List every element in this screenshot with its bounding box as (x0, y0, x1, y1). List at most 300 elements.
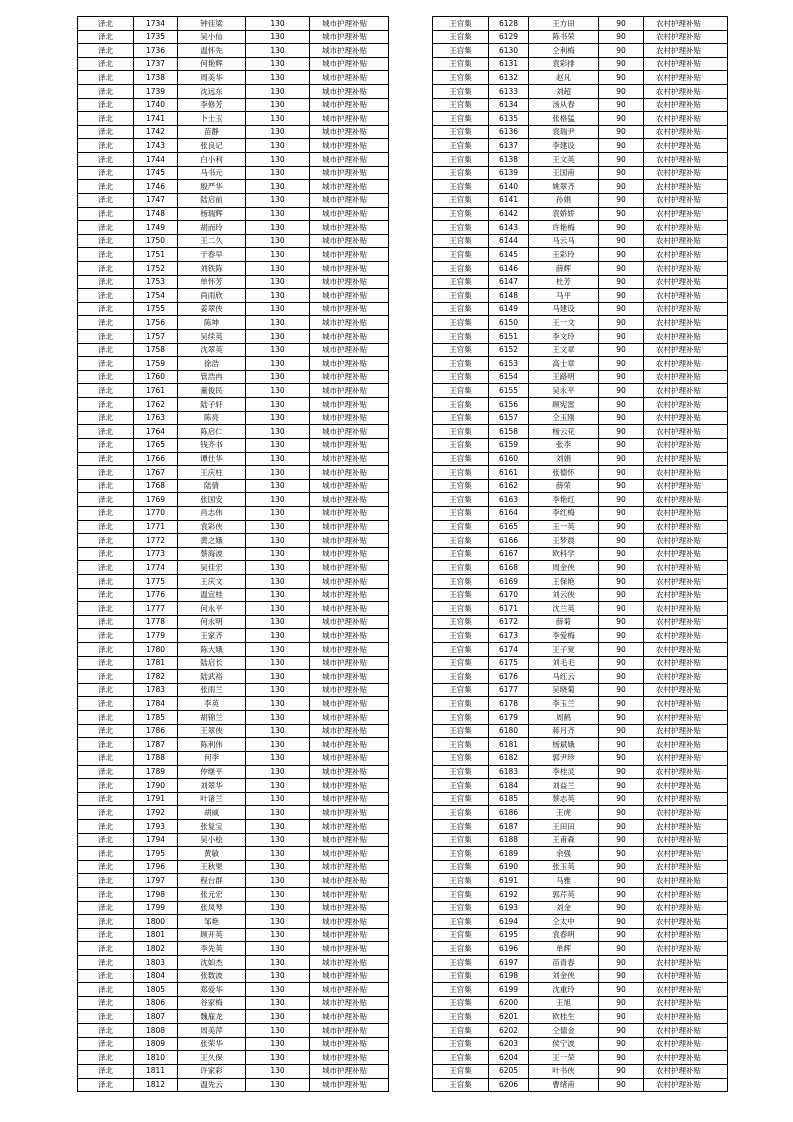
amount-cell: 90 (599, 112, 644, 126)
table-row (78, 466, 389, 480)
table-row (78, 153, 389, 167)
amount-cell: 130 (246, 384, 310, 398)
name-cell: 白小利 (178, 153, 246, 167)
town-cell: 王官集 (433, 180, 489, 194)
amount-cell: 90 (599, 765, 644, 779)
subsidy-type-cell: 农村护理补贴 (644, 330, 728, 344)
serial-cell: 6151 (489, 330, 529, 344)
amount-cell: 130 (246, 683, 310, 697)
table-row (78, 547, 389, 561)
serial-cell: 1768 (134, 479, 178, 493)
table-row (78, 452, 389, 466)
town-cell: 王官集 (433, 1010, 489, 1024)
subsidy-type-cell: 城市护理补贴 (310, 888, 389, 902)
subsidy-type-cell: 农村护理补贴 (644, 411, 728, 425)
subsidy-type-cell: 农村护理补贴 (644, 1064, 728, 1078)
amount-cell: 90 (599, 574, 644, 588)
amount-cell: 90 (599, 969, 644, 983)
amount-cell: 130 (246, 289, 310, 303)
serial-cell: 1802 (134, 942, 178, 956)
town-cell: 泽北 (78, 466, 134, 480)
amount-cell: 90 (599, 343, 644, 357)
subsidy-type-cell: 农村护理补贴 (644, 969, 728, 983)
name-cell: 王一英 (529, 520, 599, 534)
table-row (433, 479, 728, 493)
subsidy-type-cell: 城市护理补贴 (310, 751, 389, 765)
name-cell: 高士章 (529, 357, 599, 371)
table-row (78, 806, 389, 820)
town-cell: 王官集 (433, 928, 489, 942)
serial-cell: 1792 (134, 806, 178, 820)
serial-cell: 6140 (489, 180, 529, 194)
town-cell: 王官集 (433, 1051, 489, 1065)
subsidy-type-cell: 城市护理补贴 (310, 30, 389, 44)
table-row (433, 153, 728, 167)
serial-cell: 1806 (134, 996, 178, 1010)
town-cell: 泽北 (78, 398, 134, 412)
name-cell: 陈亮 (178, 411, 246, 425)
amount-cell: 130 (246, 180, 310, 194)
table-row (78, 888, 389, 902)
town-cell: 王官集 (433, 1064, 489, 1078)
subsidy-type-cell: 城市护理补贴 (310, 479, 389, 493)
town-cell: 泽北 (78, 860, 134, 874)
name-cell: 王甫森 (529, 833, 599, 847)
name-cell: 马雅 (529, 874, 599, 888)
amount-cell: 90 (599, 30, 644, 44)
subsidy-type-cell: 城市护理补贴 (310, 901, 389, 915)
subsidy-type-cell: 农村护理补贴 (644, 806, 728, 820)
serial-cell: 1778 (134, 615, 178, 629)
serial-cell: 6198 (489, 969, 529, 983)
name-cell: 陈利伟 (178, 738, 246, 752)
name-cell: 谷家梅 (178, 996, 246, 1010)
amount-cell: 90 (599, 643, 644, 657)
amount-cell: 130 (246, 153, 310, 167)
name-cell: 单怀芳 (178, 275, 246, 289)
subsidy-type-cell: 农村护理补贴 (644, 275, 728, 289)
name-cell: 钱齐书 (178, 438, 246, 452)
subsidy-type-cell: 农村护理补贴 (644, 547, 728, 561)
subsidy-type-cell: 城市护理补贴 (310, 833, 389, 847)
name-cell: 周美萍 (178, 1024, 246, 1038)
serial-cell: 6187 (489, 819, 529, 833)
table-row (78, 697, 389, 711)
town-cell: 王官集 (433, 683, 489, 697)
table-row (433, 996, 728, 1010)
town-cell: 王官集 (433, 44, 489, 58)
name-cell: 李文玲 (529, 330, 599, 344)
amount-cell: 130 (246, 275, 310, 289)
town-cell: 泽北 (78, 1064, 134, 1078)
town-cell: 泽北 (78, 493, 134, 507)
amount-cell: 90 (599, 98, 644, 112)
name-cell: 袁瑞尹 (529, 125, 599, 139)
town-cell: 王官集 (433, 1024, 489, 1038)
name-cell: 胡而玲 (178, 221, 246, 235)
table-row (78, 207, 389, 221)
name-cell: 刘毛毛 (529, 656, 599, 670)
table-row (78, 506, 389, 520)
town-cell: 王官集 (433, 493, 489, 507)
name-cell: 姚翠齐 (529, 180, 599, 194)
table-row (433, 398, 728, 412)
name-cell: 袁娇娇 (529, 207, 599, 221)
serial-cell: 1776 (134, 588, 178, 602)
table-row (78, 1024, 389, 1038)
table-row (433, 860, 728, 874)
subsidy-type-cell: 城市护理补贴 (310, 779, 389, 793)
name-cell: 郭芹英 (529, 888, 599, 902)
amount-cell: 130 (246, 1024, 310, 1038)
town-cell: 王官集 (433, 942, 489, 956)
right-table-body (433, 17, 728, 1092)
table-row (433, 779, 728, 793)
amount-cell: 130 (246, 139, 310, 153)
serial-cell: 6191 (489, 874, 529, 888)
table-row (78, 670, 389, 684)
subsidy-type-cell: 农村护理补贴 (644, 357, 728, 371)
amount-cell: 130 (246, 71, 310, 85)
amount-cell: 90 (599, 792, 644, 806)
serial-cell: 1787 (134, 738, 178, 752)
serial-cell: 1781 (134, 656, 178, 670)
town-cell: 泽北 (78, 479, 134, 493)
table-row (433, 574, 728, 588)
amount-cell: 90 (599, 398, 644, 412)
table-row (78, 629, 389, 643)
town-cell: 王官集 (433, 819, 489, 833)
subsidy-type-cell: 城市护理补贴 (310, 942, 389, 956)
subsidy-type-cell: 城市护理补贴 (310, 384, 389, 398)
amount-cell: 130 (246, 44, 310, 58)
amount-cell: 90 (599, 248, 644, 262)
name-cell: 邹艳 (178, 915, 246, 929)
name-cell: 张玉英 (529, 860, 599, 874)
amount-cell: 90 (599, 44, 644, 58)
serial-cell: 1760 (134, 370, 178, 384)
table-row (433, 261, 728, 275)
table-row (433, 683, 728, 697)
table-row (433, 452, 728, 466)
town-cell: 王官集 (433, 806, 489, 820)
table-row (433, 670, 728, 684)
subsidy-type-cell: 城市护理补贴 (310, 847, 389, 861)
table-row (433, 193, 728, 207)
town-cell: 王官集 (433, 969, 489, 983)
amount-cell: 130 (246, 833, 310, 847)
name-cell: 侯宁波 (529, 1037, 599, 1051)
table-row (433, 697, 728, 711)
subsidy-type-cell: 城市护理补贴 (310, 711, 389, 725)
serial-cell: 1810 (134, 1051, 178, 1065)
name-cell: 沈远东 (178, 85, 246, 99)
subsidy-type-cell: 城市护理补贴 (310, 330, 389, 344)
serial-cell: 1765 (134, 438, 178, 452)
table-row (78, 357, 389, 371)
name-cell: 胡锦兰 (178, 711, 246, 725)
town-cell: 泽北 (78, 683, 134, 697)
amount-cell: 130 (246, 670, 310, 684)
town-cell: 泽北 (78, 370, 134, 384)
town-cell: 王官集 (433, 316, 489, 330)
amount-cell: 90 (599, 125, 644, 139)
amount-cell: 90 (599, 738, 644, 752)
town-cell: 泽北 (78, 261, 134, 275)
name-cell: 吴小仙 (178, 30, 246, 44)
amount-cell: 130 (246, 724, 310, 738)
name-cell: 王方田 (529, 17, 599, 31)
subsidy-type-cell: 城市护理补贴 (310, 738, 389, 752)
table-row (433, 615, 728, 629)
table-row (78, 85, 389, 99)
subsidy-type-cell: 农村护理补贴 (644, 398, 728, 412)
amount-cell: 90 (599, 915, 644, 929)
subsidy-type-cell: 农村护理补贴 (644, 166, 728, 180)
subsidy-type-cell: 农村护理补贴 (644, 847, 728, 861)
serial-cell: 6131 (489, 57, 529, 71)
town-cell: 王官集 (433, 289, 489, 303)
serial-cell: 6132 (489, 71, 529, 85)
serial-cell: 6179 (489, 711, 529, 725)
table-row (433, 221, 728, 235)
name-cell: 董俊民 (178, 384, 246, 398)
amount-cell: 130 (246, 847, 310, 861)
amount-cell: 130 (246, 738, 310, 752)
subsidy-type-cell: 农村护理补贴 (644, 670, 728, 684)
amount-cell: 90 (599, 221, 644, 235)
town-cell: 泽北 (78, 615, 134, 629)
town-cell: 泽北 (78, 1024, 134, 1038)
town-cell: 王官集 (433, 779, 489, 793)
amount-cell: 130 (246, 942, 310, 956)
amount-cell: 90 (599, 1078, 644, 1092)
subsidy-type-cell: 农村护理补贴 (644, 901, 728, 915)
amount-cell: 130 (246, 860, 310, 874)
amount-cell: 130 (246, 398, 310, 412)
name-cell: 谭仕华 (178, 452, 246, 466)
subsidy-type-cell: 农村护理补贴 (644, 261, 728, 275)
serial-cell: 6193 (489, 901, 529, 915)
amount-cell: 90 (599, 466, 644, 480)
subsidy-type-cell: 城市护理补贴 (310, 57, 389, 71)
serial-cell: 1762 (134, 398, 178, 412)
subsidy-type-cell: 城市护理补贴 (310, 221, 389, 235)
town-cell: 泽北 (78, 942, 134, 956)
name-cell: 张复宝 (178, 819, 246, 833)
table-row (78, 1064, 389, 1078)
town-cell: 王官集 (433, 479, 489, 493)
serial-cell: 6172 (489, 615, 529, 629)
table-row (78, 602, 389, 616)
name-cell: 王旭 (529, 996, 599, 1010)
town-cell: 泽北 (78, 697, 134, 711)
table-row (433, 357, 728, 371)
amount-cell: 90 (599, 71, 644, 85)
amount-cell: 90 (599, 996, 644, 1010)
subsidy-type-cell: 农村护理补贴 (644, 112, 728, 126)
table-row (78, 874, 389, 888)
subsidy-type-cell: 农村护理补贴 (644, 193, 728, 207)
serial-cell: 6175 (489, 656, 529, 670)
serial-cell: 1756 (134, 316, 178, 330)
amount-cell: 90 (599, 588, 644, 602)
subsidy-type-cell: 农村护理补贴 (644, 874, 728, 888)
amount-cell: 130 (246, 765, 310, 779)
town-cell: 王官集 (433, 738, 489, 752)
table-row (78, 57, 389, 71)
amount-cell: 90 (599, 561, 644, 575)
serial-cell: 1748 (134, 207, 178, 221)
table-row (78, 30, 389, 44)
table-row (433, 915, 728, 929)
amount-cell: 90 (599, 85, 644, 99)
town-cell: 泽北 (78, 316, 134, 330)
subsidy-type-cell: 城市护理补贴 (310, 670, 389, 684)
subsidy-type-cell: 城市护理补贴 (310, 166, 389, 180)
table-row (78, 493, 389, 507)
serial-cell: 1790 (134, 779, 178, 793)
table-row (78, 942, 389, 956)
amount-cell: 130 (246, 588, 310, 602)
table-row (78, 1037, 389, 1051)
amount-cell: 90 (599, 289, 644, 303)
table-row (78, 289, 389, 303)
serial-cell: 6188 (489, 833, 529, 847)
serial-cell: 6204 (489, 1051, 529, 1065)
serial-cell: 1783 (134, 683, 178, 697)
amount-cell: 130 (246, 193, 310, 207)
amount-cell: 90 (599, 302, 644, 316)
serial-cell: 1795 (134, 847, 178, 861)
table-row (78, 969, 389, 983)
subsidy-type-cell: 农村护理补贴 (644, 302, 728, 316)
amount-cell: 130 (246, 234, 310, 248)
town-cell: 泽北 (78, 98, 134, 112)
name-cell: 李英 (178, 697, 246, 711)
name-cell: 沈兰英 (529, 602, 599, 616)
subsidy-type-cell: 城市护理补贴 (310, 275, 389, 289)
table-row (433, 125, 728, 139)
subsidy-type-cell: 农村护理补贴 (644, 602, 728, 616)
subsidy-type-cell: 城市护理补贴 (310, 969, 389, 983)
amount-cell: 130 (246, 30, 310, 44)
name-cell: 郭尹珍 (529, 751, 599, 765)
serial-cell: 6145 (489, 248, 529, 262)
subsidy-type-cell: 农村护理补贴 (644, 656, 728, 670)
amount-cell: 90 (599, 166, 644, 180)
name-cell: 沈重玲 (529, 983, 599, 997)
table-row (78, 860, 389, 874)
subsidy-type-cell: 城市护理补贴 (310, 1078, 389, 1092)
left-table-body (78, 17, 389, 1092)
serial-cell: 1779 (134, 629, 178, 643)
subsidy-type-cell: 城市护理补贴 (310, 411, 389, 425)
table-row (78, 574, 389, 588)
town-cell: 泽北 (78, 901, 134, 915)
subsidy-type-cell: 农村护理补贴 (644, 125, 728, 139)
table-row (433, 942, 728, 956)
subsidy-type-cell: 农村护理补贴 (644, 819, 728, 833)
amount-cell: 90 (599, 956, 644, 970)
name-cell: 姜翠侠 (178, 302, 246, 316)
subsidy-type-cell: 农村护理补贴 (644, 506, 728, 520)
subsidy-type-cell: 农村护理补贴 (644, 683, 728, 697)
serial-cell: 1793 (134, 819, 178, 833)
subsidy-type-cell: 农村护理补贴 (644, 98, 728, 112)
amount-cell: 130 (246, 479, 310, 493)
town-cell: 王官集 (433, 888, 489, 902)
table-row (433, 466, 728, 480)
name-cell: 吴续英 (178, 330, 246, 344)
town-cell: 泽北 (78, 983, 134, 997)
name-cell: 黄之娥 (178, 534, 246, 548)
subsidy-type-cell: 农村护理补贴 (644, 833, 728, 847)
table-row (433, 71, 728, 85)
subsidy-type-cell: 城市护理补贴 (310, 1024, 389, 1038)
serial-cell: 1775 (134, 574, 178, 588)
amount-cell: 90 (599, 847, 644, 861)
name-cell: 欧桂生 (529, 1010, 599, 1024)
subsidy-type-cell: 农村护理补贴 (644, 44, 728, 58)
name-cell: 王庆柱 (178, 466, 246, 480)
subsidy-type-cell: 城市护理补贴 (310, 1064, 389, 1078)
name-cell: 王国甫 (529, 166, 599, 180)
town-cell: 泽北 (78, 425, 134, 439)
table-row (433, 520, 728, 534)
amount-cell: 90 (599, 819, 644, 833)
subsidy-type-cell: 城市护理补贴 (310, 819, 389, 833)
serial-cell: 1808 (134, 1024, 178, 1038)
serial-cell: 6174 (489, 643, 529, 657)
serial-cell: 6156 (489, 398, 529, 412)
subsidy-type-cell: 农村护理补贴 (644, 751, 728, 765)
amount-cell: 90 (599, 479, 644, 493)
table-row (433, 57, 728, 71)
town-cell: 泽北 (78, 711, 134, 725)
town-cell: 王官集 (433, 438, 489, 452)
town-cell: 泽北 (78, 643, 134, 657)
serial-cell: 1788 (134, 751, 178, 765)
name-cell: 顾开英 (178, 928, 246, 942)
amount-cell: 130 (246, 779, 310, 793)
name-cell: 于春早 (178, 248, 246, 262)
name-cell: 单辉 (529, 942, 599, 956)
serial-cell: 6181 (489, 738, 529, 752)
table-row (78, 343, 389, 357)
serial-cell: 6144 (489, 234, 529, 248)
amount-cell: 90 (599, 17, 644, 31)
name-cell: 李建设 (529, 139, 599, 153)
town-cell: 泽北 (78, 819, 134, 833)
serial-cell: 6190 (489, 860, 529, 874)
amount-cell: 130 (246, 493, 310, 507)
subsidy-type-cell: 城市护理补贴 (310, 656, 389, 670)
town-cell: 王官集 (433, 166, 489, 180)
amount-cell: 90 (599, 779, 644, 793)
town-cell: 王官集 (433, 112, 489, 126)
town-cell: 泽北 (78, 248, 134, 262)
table-row (433, 901, 728, 915)
town-cell: 王官集 (433, 561, 489, 575)
serial-cell: 6184 (489, 779, 529, 793)
town-cell: 泽北 (78, 520, 134, 534)
table-row (78, 956, 389, 970)
table-row (433, 561, 728, 575)
serial-cell: 1803 (134, 956, 178, 970)
subsidy-type-cell: 城市护理补贴 (310, 85, 389, 99)
serial-cell: 1753 (134, 275, 178, 289)
